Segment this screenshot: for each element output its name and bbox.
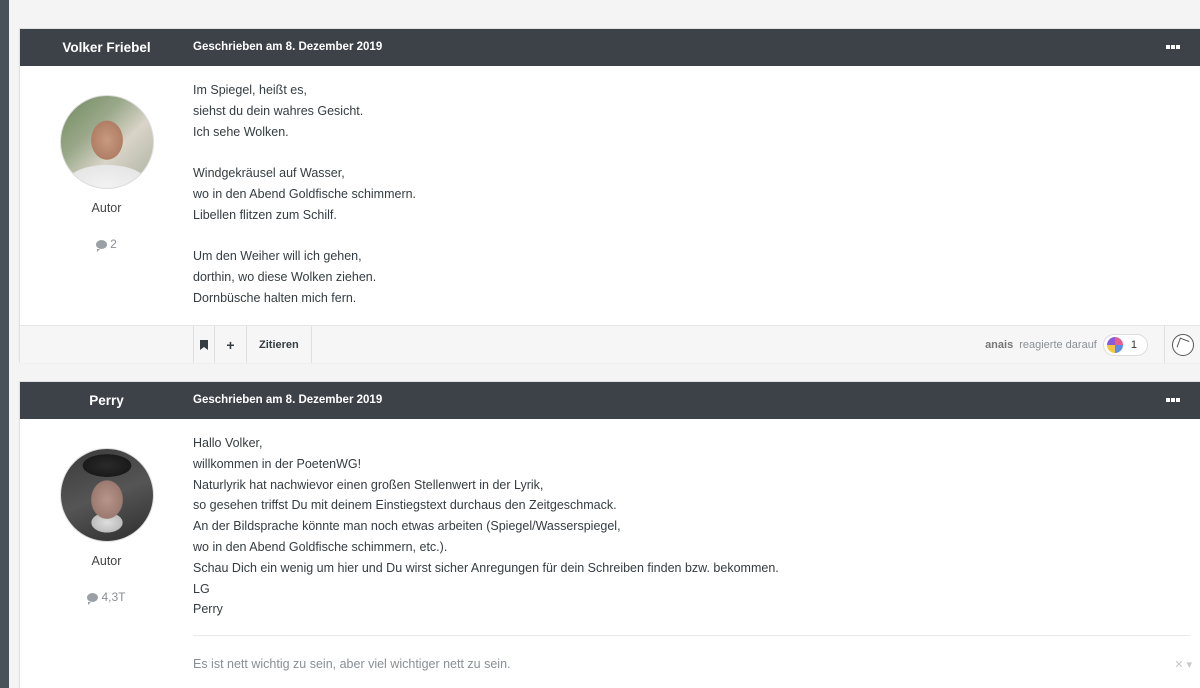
post-line: Naturlyrik hat nachwievor einen großen Stellenwert in der Lyrik, — [193, 477, 544, 492]
post-line: Ich sehe Wolken. — [193, 124, 289, 139]
post-line: wo in den Abend Goldfische schimmern, etc.). — [193, 539, 448, 554]
post-line: Hallo Volker, — [193, 436, 263, 450]
post-line — [193, 142, 1190, 163]
left-edge-bar — [0, 0, 9, 688]
post-line: Windgekräusel auf Wasser, — [193, 166, 345, 181]
multiquote-plus-button[interactable] — [214, 326, 246, 363]
reaction-user-link[interactable]: anais — [985, 338, 1014, 351]
author-post-count — [20, 590, 193, 604]
author-post-count — [20, 237, 193, 251]
post-header — [20, 29, 1200, 66]
author-name-link[interactable]: Volker Friebel — [62, 40, 151, 55]
reaction-count-pill[interactable] — [1103, 334, 1148, 356]
post-count-value: 4,3T — [101, 590, 126, 604]
signature-divider — [193, 635, 1190, 636]
post-volker-friebel — [19, 28, 1200, 362]
react-hand-icon — [1172, 334, 1194, 356]
author-avatar[interactable] — [60, 95, 154, 189]
post-date[interactable]: Geschrieben am 8. Dezember 2019 — [193, 41, 383, 53]
quote-button[interactable]: Zitieren — [246, 326, 312, 363]
more-options-icon[interactable] — [1166, 398, 1180, 402]
author-column — [20, 66, 193, 251]
post-line: wo in den Abend Goldfische schimmern. — [193, 186, 417, 201]
post-header — [20, 382, 1200, 419]
author-role: Autor — [91, 554, 122, 568]
post-line: LG — [193, 581, 210, 596]
comment-icon — [87, 593, 98, 602]
reaction-text: reagierte darauf — [1019, 338, 1097, 351]
post-line: An der Bildsprache könnte man noch etwas arbeiten (Spiegel/Wasserspiegel, — [193, 519, 621, 534]
more-options-icon[interactable] — [1166, 45, 1180, 49]
signature-hide-control[interactable]: ✕ ▾ — [1174, 659, 1192, 671]
post-content — [193, 80, 1190, 309]
post-line: Um den Weiher will ich gehen, — [193, 249, 362, 264]
reaction-count: 1 — [1130, 338, 1137, 351]
author-role: Autor — [91, 201, 122, 215]
post-line: so gesehen triffst Du mit deinem Einstiegstext durchaus den Zeitgeschmack. — [193, 498, 617, 513]
author-name-link[interactable]: Perry — [89, 393, 124, 408]
author-avatar[interactable] — [60, 448, 154, 542]
post-date[interactable]: Geschrieben am 8. Dezember 2019 — [193, 394, 383, 406]
post-line: Schau Dich ein wenig um hier und Du wirst sicher Anregungen für dein Schreiben finden bzw. bekommen. — [193, 560, 779, 575]
post-actions — [193, 326, 312, 363]
post-line: Libellen flitzen zum Schilf. — [193, 207, 337, 222]
author-signature: Es ist nett wichtig zu sein, aber viel wichtiger nett zu sein. — [193, 657, 511, 671]
author-column — [20, 419, 193, 604]
post-footer — [20, 325, 1200, 363]
post-line: siehst du dein wahres Gesicht. — [193, 103, 364, 118]
post-line: Perry — [193, 602, 223, 617]
react-button[interactable] — [1164, 326, 1200, 363]
bookmark-button[interactable] — [193, 326, 214, 363]
post-line: Dornbüsche halten mich fern. — [193, 290, 357, 305]
plus-icon: + — [226, 336, 235, 353]
post-line — [193, 226, 1190, 247]
post-count-value: 2 — [110, 237, 117, 251]
bookmark-icon — [200, 340, 208, 350]
post-line: Im Spiegel, heißt es, — [193, 83, 307, 97]
reactions-summary — [985, 326, 1148, 363]
post-line: dorthin, wo diese Wolken ziehen. — [193, 270, 377, 285]
post-line: willkommen in der PoetenWG! — [193, 456, 362, 471]
post-content — [193, 433, 1190, 620]
comment-icon — [96, 240, 107, 249]
reaction-emoji-icon — [1107, 337, 1123, 353]
post-perry — [19, 381, 1200, 688]
